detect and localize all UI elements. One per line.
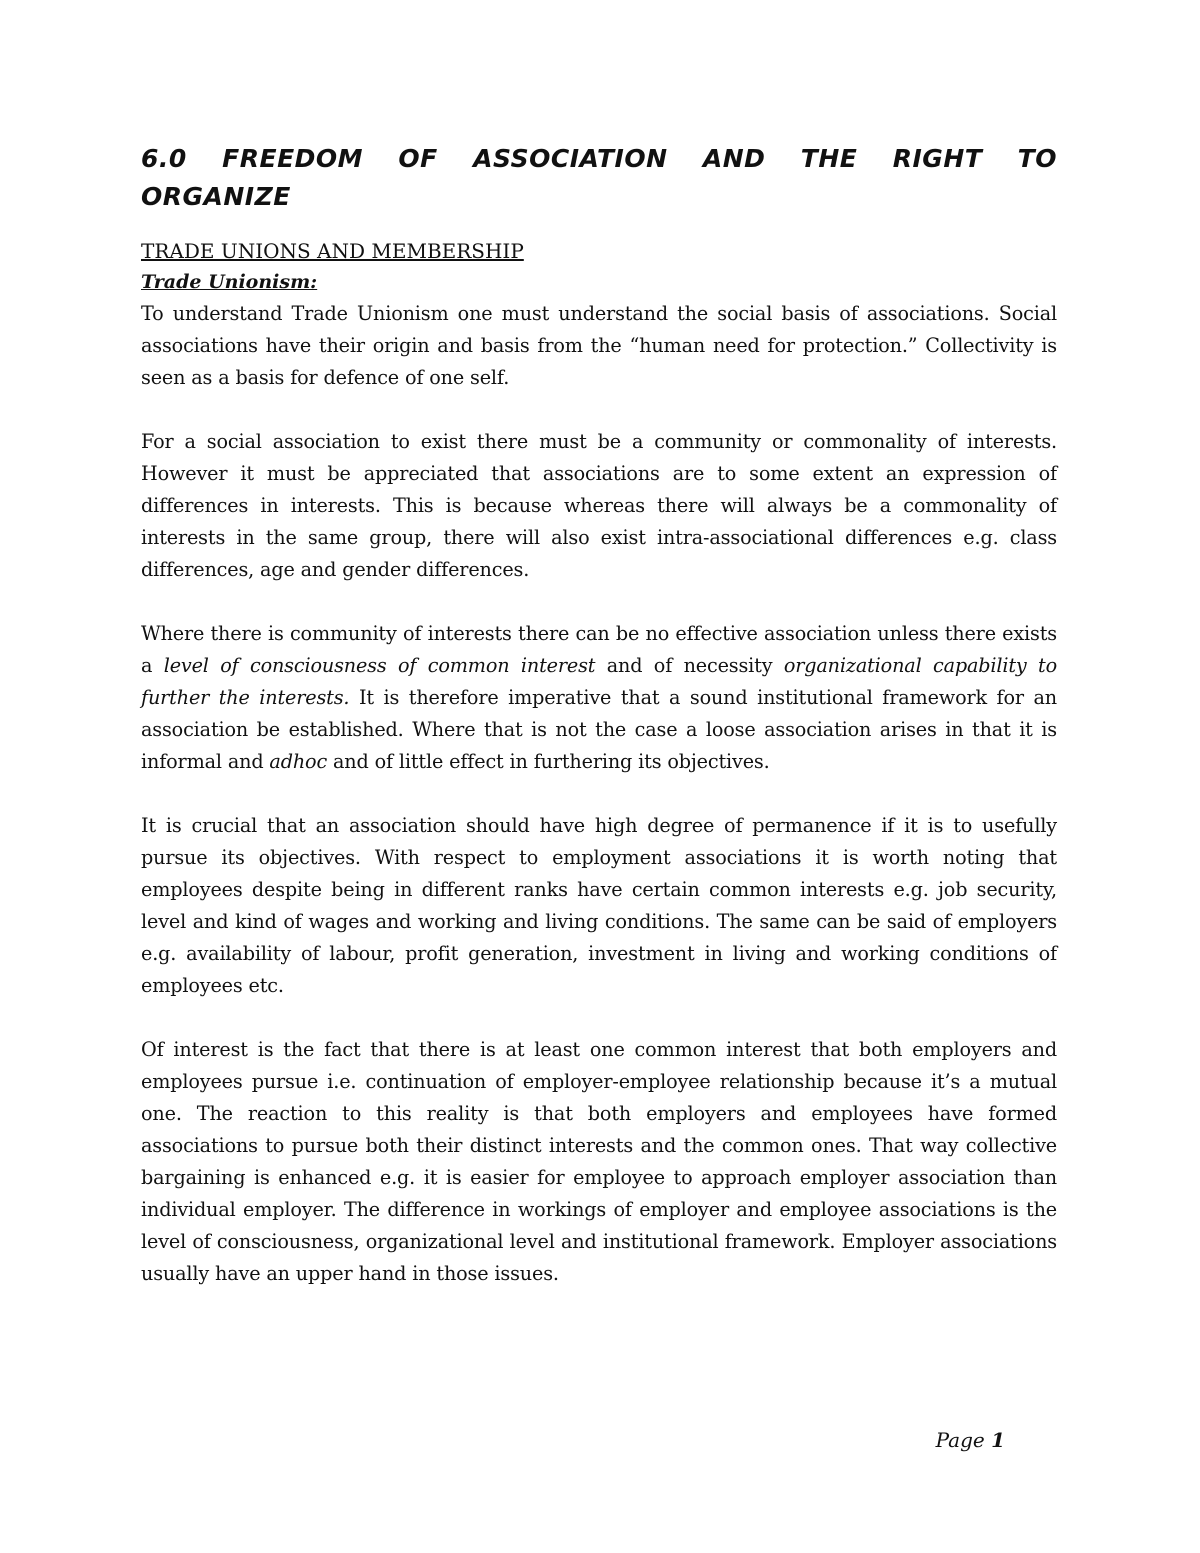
paragraph-3-text-b: and of necessity xyxy=(595,654,784,677)
page-label: Page xyxy=(935,1428,985,1452)
paragraph-3 xyxy=(141,618,1057,778)
paragraph-3-text-a: Where there is community of interests there can be no effective association unless there exists a xyxy=(141,622,1057,677)
paragraph-3-emphasis-3: adhoc xyxy=(269,750,328,773)
paragraph-5: Of interest is the fact that there is at least one common interest that both employers and employees pursue i.e. continuation of employer-employee relationship because it’s a mutual one. The reaction to this reality is that both employers and employees have formed associations to pursue both their distinct interests and the common ones. That way collective bargaining is enhanced e.g. it is easier for employee to approach employer association than individual employer. The difference in workings of employer and employee associations is the level of consciousness, organizational level and institutional framework. Employer associations usually have an upper hand in those issues. xyxy=(141,1038,1057,1285)
paragraph-1: To understand Trade Unionism one must understand the social basis of associations. Social associations have their origin and basis from the “human need for protection.” Collectivity is seen as a basis for defence of one self. xyxy=(141,302,1057,389)
chapter-heading-line-2: ORGANIZE xyxy=(141,182,291,211)
chapter-heading xyxy=(141,140,1057,216)
paragraph-3-emphasis-1: level of consciousness of common interest xyxy=(163,654,596,677)
paragraph-2: For a social association to exist there must be a community or commonality of interests. However it must be appreciated that associations are to some extent an expression of differences in interests. This is because whereas there will always be a commonality of interests in the same group, there will also exist intra-associational differences e.g. class differences, age and gender differences. xyxy=(141,430,1057,581)
document-page xyxy=(141,140,1057,1290)
subsection-title: Trade Unionism: xyxy=(141,271,318,293)
paragraph-4: It is crucial that an association should have high degree of permanence if it is to usefully pursue its objectives. With respect to employment associations it is worth noting that employees despite being in different ranks have certain common interests e.g. job security, level and kind of wages and working and living conditions. The same can be said of employers e.g. availability of labour, profit generation, investment in living and working conditions of employees etc. xyxy=(141,814,1057,997)
paragraph-3-emphasis-2: organizational capability to further the interests. xyxy=(141,654,1057,709)
chapter-heading-line-1: 6.0 FREEDOM OF ASSOCIATION AND THE RIGHT TO xyxy=(141,144,1057,173)
paragraph-3-text-c: It is therefore imperative that a sound institutional framework for an association be established. Where that is not the case a loose association arises in that it is informal and xyxy=(141,686,1057,773)
paragraph-3-text-d: and of little effect in furthering its objectives. xyxy=(327,750,770,773)
page-number: 1 xyxy=(991,1428,1005,1452)
page-footer xyxy=(936,1428,1005,1452)
section-title: TRADE UNIONS AND MEMBERSHIP xyxy=(141,239,524,263)
